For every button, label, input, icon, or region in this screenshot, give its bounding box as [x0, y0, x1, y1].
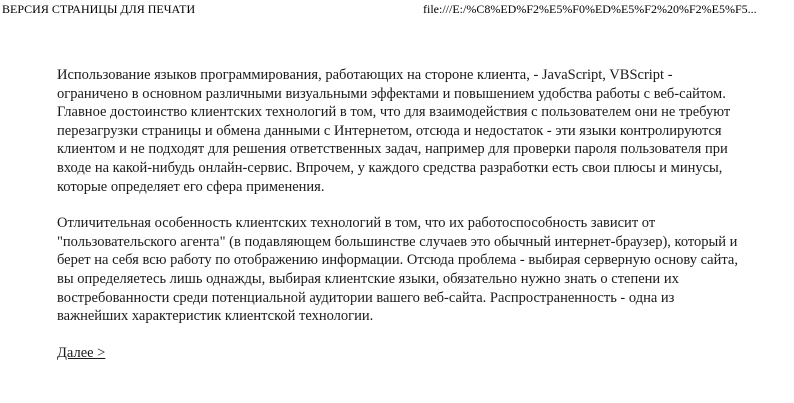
page-url: file:///E:/%C8%ED%F2%E5%F0%ED%E5%F2%20%F2%E5%F5... [423, 2, 757, 16]
next-page-link[interactable]: Далее > [57, 344, 106, 361]
article-paragraph-2: Отличительная особенность клиентских технологий в том, что их работоспособность зависит от "пользовательского агента" (в подавляющем большинстве случаев это обычный интернет-браузер), который и берет на себя всю работу по отображению информации. Отсюда проблема - выбирая серверную основу сайта, вы определяетесь лишь однажды, выбирая клиентские языки, обязательно нужно знать о степени их востребованности среди потенциальной аудитории вашего веб-сайта. Распространенность - одна из важнейших характеристик клиентской технологии. [57, 215, 738, 325]
article-body [57, 66, 747, 380]
print-header [0, 0, 794, 18]
article-paragraph-1: Использование языков программирования, работающих на стороне клиента, - JavaScript, VBScript - ограничено в основном различными визуальными эффектами и повышением удобства работы с веб-сайтом. Главное достоинство клиентских технологий в том, что для взаимодействия с пользователем они не требуют перезагрузки страницы и обмена данными с Интернетом, отсюда и недостаток - эти языки контролируются клиентом и не подходят для решения ответственных задач, например для проверки пароля пользователя при входе на какой-нибудь онлайн-сервис. Впрочем, у каждого средства разработки есть свои плюсы и минусы, которые определяет его сфера применения. [57, 67, 731, 195]
print-version-title: ВЕРСИЯ СТРАНИЦЫ ДЛЯ ПЕЧАТИ [2, 2, 196, 16]
